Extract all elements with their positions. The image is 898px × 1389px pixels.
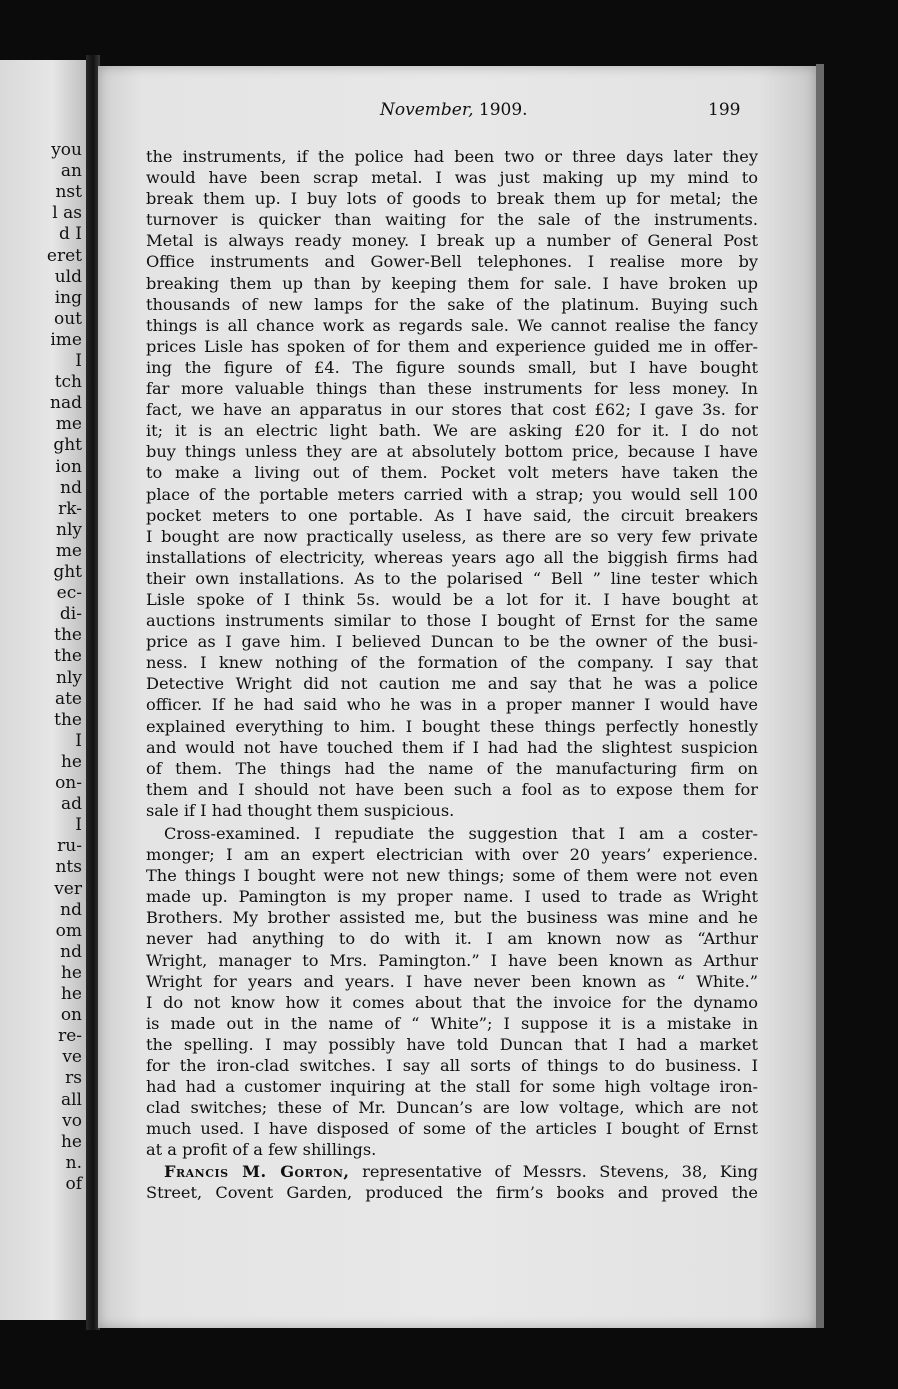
running-head-year: 1909. — [478, 100, 528, 120]
text-line: Wright, manager to Mrs. Pamington.” I have been known as Arthur — [146, 950, 758, 970]
text-line: of them. The things had the name of the manufacturing firm on — [146, 758, 758, 778]
left-page-text-fragment: he — [60, 962, 82, 983]
text-line: I bought are now practically useless, as there are so very few private — [146, 526, 758, 546]
left-page-fragment — [0, 60, 88, 1320]
left-page-text-fragment: tch — [54, 372, 82, 393]
left-page-text-fragment: he — [60, 984, 82, 1004]
paragraph-testimony — [146, 146, 758, 821]
left-page-text-fragment: nd — [60, 899, 82, 920]
page-header — [98, 100, 816, 124]
left-page-text-fragment: ve — [62, 1047, 82, 1068]
page-number: 199 — [708, 100, 741, 120]
left-page-text-fragment: nad — [50, 393, 82, 414]
left-page-text-fragment: me — [55, 540, 82, 561]
text-line: and would not have touched them if I had had the slightest suspicion — [146, 737, 758, 757]
left-page-text-fragment: eret — [46, 245, 82, 266]
book-page — [98, 66, 816, 1328]
text-line: it; it is an electric light bath. We are asking £20 for it. I do not — [146, 421, 758, 441]
left-page-text-fragment: me — [55, 414, 82, 435]
left-page-text-fragment: di- — [59, 604, 82, 625]
left-page-text-fragment: the — [54, 646, 82, 667]
text-line: would have been scrap metal. I was just making up my mind to — [146, 168, 758, 188]
text-line: breaking them up than by keeping them for sale. I have broken up — [146, 273, 758, 293]
witness-name: Francis M. Gorton, — [164, 1161, 350, 1181]
text-line: prices Lisle has spoken of for them and experience guided me in offer- — [146, 336, 758, 356]
left-page-text-fragment: on — [60, 1005, 82, 1026]
left-page-text-fragment: an — [60, 161, 82, 182]
page-edge — [816, 64, 824, 1328]
text-line: the spelling. I may possibly have told Duncan that I had a market — [146, 1034, 758, 1054]
left-page-text-fragment: re- — [58, 1026, 82, 1047]
text-line: Lisle spoke of I think 5s. would be a lot for it. I have bought at — [146, 589, 758, 609]
text-line: pocket meters to one portable. As I have said, the circuit breakers — [146, 505, 758, 525]
text-line: Street, Covent Garden, produced the firm’s books and proved the — [146, 1182, 758, 1202]
left-page-text-fragment: ver — [54, 878, 82, 899]
text-line: place of the portable meters carried with a strap; you would sell 100 — [146, 484, 758, 504]
left-page-text-fragment: d I — [58, 224, 82, 245]
left-page-text-fragment: nd — [60, 941, 82, 962]
text-line: installations of electricity, whereas years ago all the biggish firms had — [146, 547, 758, 567]
text-line: Metal is always ready money. I break up a number of General Post — [146, 231, 758, 251]
text-line: officer. If he had said who he was in a proper manner I would have — [146, 695, 758, 715]
text-line: Wright for years and years. I have never been known as “ White.” — [146, 971, 758, 991]
left-page-text-fragment: nst — [55, 182, 82, 203]
text-line: much used. I have disposed of some of the articles I bought of Ernst — [146, 1119, 758, 1139]
text-line: things is all chance work as regards sale. We cannot realise the fancy — [146, 315, 758, 335]
left-page-text-fragment: of — [65, 1173, 82, 1194]
text-line: them and I should not have been such a fool as to expose them for — [146, 779, 758, 799]
text-line: at a profit of a few shillings. — [146, 1140, 377, 1160]
text-line: is made out in the name of “ White”; I suppose it is a mistake in — [146, 1013, 758, 1033]
text-line: Brothers. My brother assisted me, but the business was mine and he — [146, 908, 758, 928]
text-line: for the iron-clad switches. I say all sorts of things to do business. I — [146, 1056, 758, 1076]
left-page-text-fragment: ing — [54, 287, 82, 308]
text-line: thousands of new lamps for the sake of the platinum. Buying such — [146, 294, 758, 314]
left-page-text-fragment: ate — [54, 688, 82, 709]
left-page-text-fragment: nly — [56, 519, 82, 540]
text-line: made up. Pamington is my proper name. I used to trade as Wright — [146, 887, 758, 907]
text-line: auctions instruments similar to those I bought of Ernst for the same — [146, 611, 758, 631]
text-line: clad switches; these of Mr. Duncan’s are low voltage, which are not — [146, 1098, 758, 1118]
text-line: ness. I knew nothing of the formation of the company. I say that — [146, 653, 758, 673]
text-line: never had anything to do with it. I am known now as “Arthur — [146, 929, 758, 949]
text-line: The things I bought were not new things; some of them were not even — [146, 866, 758, 886]
text-line: explained everything to him. I bought these things perfectly honestly — [146, 716, 758, 736]
left-page-text-fragment: om — [55, 920, 82, 941]
text-line: turnover is quicker than waiting for the sale of the instruments. — [146, 210, 758, 230]
left-page-text-fragment: rk- — [58, 498, 82, 519]
running-head — [380, 100, 528, 120]
left-page-text-fragment: all — [60, 1089, 82, 1110]
text-line: I do not know how it comes about that the invoice for the dynamo — [146, 992, 758, 1012]
left-page-text-fragment: ght — [53, 562, 82, 582]
left-page-text-fragment: ad — [60, 794, 82, 815]
text-line: monger; I am an expert electrician with over 20 years’ experience. — [146, 845, 758, 865]
text-line: far more valuable things than these instruments for less money. In — [146, 379, 758, 399]
left-page-text-fragment: nd — [60, 477, 82, 498]
left-page-text-fragment: he — [60, 751, 82, 772]
left-page-text-fragment: the — [54, 709, 82, 730]
left-page-text-fragment: he — [60, 1131, 82, 1152]
text-line: sale if I had thought them suspicious. — [146, 800, 455, 820]
text-line: price as I gave him. I believed Duncan to be the owner of the busi- — [146, 632, 758, 652]
left-page-text-fragment: nts — [55, 857, 82, 878]
text-line: to make a living out of them. Pocket volt meters have taken the — [146, 463, 758, 483]
text-line: Office instruments and Gower-Bell telephones. I realise more by — [146, 252, 758, 272]
paragraph-gorton — [146, 1161, 758, 1203]
text-line: break them up. I buy lots of goods to break them up for metal; the — [146, 189, 758, 209]
left-page-text-fragment: uld — [54, 266, 82, 287]
left-page-text-fragment: ru- — [57, 836, 82, 857]
text-line: their own installations. As to the polarised “ Bell ” line tester which — [146, 568, 758, 588]
left-page-text-fragment: I — [75, 351, 82, 371]
text-line: Detective Wright did not caution me and say that he was a police — [146, 674, 758, 694]
left-page-text-fragment: n. — [65, 1152, 82, 1173]
text-line: ing the figure of £4. The figure sounds small, but I have bought — [146, 357, 758, 377]
running-head-month: November, — [380, 100, 474, 120]
body-text — [146, 146, 758, 1203]
paragraph-cross-examined — [146, 823, 758, 1161]
left-page-text-fragment: you — [51, 140, 82, 160]
text-line: buy things unless they are at absolutely bottom price, because I have — [146, 442, 758, 462]
left-page-text-fragment: ght — [53, 435, 82, 456]
left-page-text-fragment: the — [54, 625, 82, 646]
text-line: had had a customer inquiring at the stall for some high voltage iron- — [146, 1077, 758, 1097]
left-page-text-fragment: nly — [56, 667, 82, 688]
left-page-text-fragment: out — [53, 308, 82, 329]
left-page-text-fragment: on- — [55, 773, 82, 793]
left-page-text-fragment: l as — [52, 203, 82, 224]
left-page-text-fragment: ion — [55, 456, 82, 477]
text-line: Francis M. Gorton, representative of Messrs. Stevens, 38, King — [164, 1161, 758, 1181]
text-line: fact, we have an apparatus in our stores that cost £62; I gave 3s. for — [146, 400, 758, 420]
text-line: Cross-examined. I repudiate the suggestion that I am a coster- — [164, 824, 758, 843]
left-page-text-fragment: ec- — [56, 583, 82, 604]
left-page-text-fragment: I — [75, 730, 82, 751]
text-line: the instruments, if the police had been two or three days later they — [146, 147, 758, 166]
left-page-text-fragment: ime — [50, 329, 82, 350]
left-page-text-fragment: vo — [62, 1110, 82, 1131]
left-page-text-fragment: I — [75, 815, 82, 836]
left-page-text-fragment: rs — [65, 1068, 82, 1089]
